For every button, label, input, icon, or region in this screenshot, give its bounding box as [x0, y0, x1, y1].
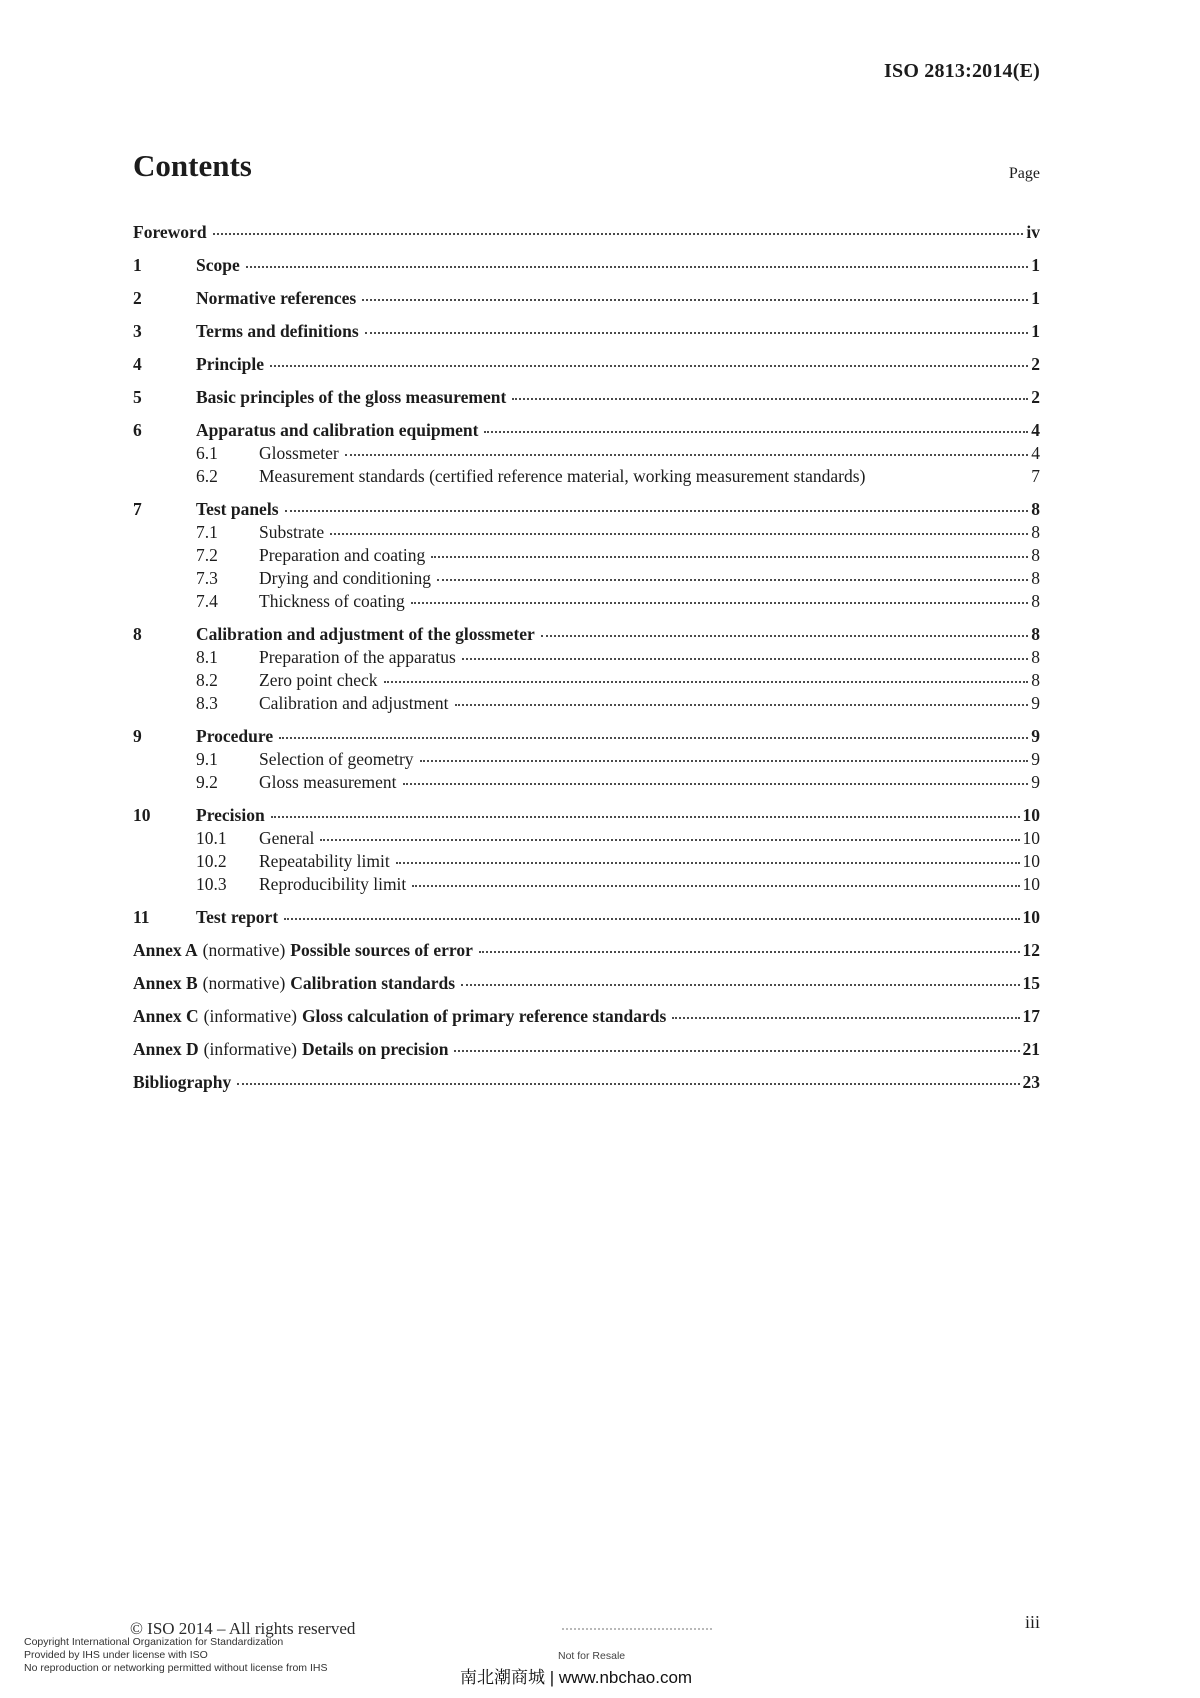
license-line: No reproduction or networking permitted without license from IHS — [24, 1662, 328, 1674]
license-small-print — [24, 1636, 327, 1675]
toc-entry-annex-prefix: Annex A — [133, 940, 198, 960]
toc-entry-title: Gloss calculation of primary reference standards — [301, 1006, 667, 1026]
toc-entry-title: Zero point check — [259, 670, 378, 690]
dot-leader — [431, 556, 1028, 558]
dot-leader — [512, 398, 1028, 400]
toc-entry[interactable] — [133, 771, 1040, 794]
toc-entry-number: 5 — [133, 387, 142, 407]
toc-entry-title: Calibration standards — [290, 973, 456, 993]
dot-leader — [479, 951, 1020, 953]
toc-entry-page-number: 10 — [1022, 805, 1040, 825]
toc-entry-number: 8.3 — [196, 693, 218, 713]
toc-entry-number: 7.3 — [196, 568, 218, 588]
toc-entry-title: Details on precision — [301, 1039, 449, 1059]
toc-entry-number: 7.1 — [196, 522, 218, 542]
toc-entry-page-number: 8 — [1031, 624, 1040, 644]
toc-entry-page-number: 4 — [1031, 443, 1040, 463]
toc-entry[interactable] — [133, 465, 1040, 488]
dot-leader — [461, 984, 1019, 986]
toc-entry-title: Selection of geometry — [259, 749, 414, 769]
toc-entry-number: 3 — [133, 321, 142, 341]
toc-entry-page-number: 8 — [1031, 670, 1040, 690]
dot-leader — [246, 266, 1029, 268]
toc-entry-number: 8 — [133, 624, 142, 644]
toc-entry-page-number: 8 — [1031, 545, 1040, 565]
toc-entry-title: Foreword — [133, 222, 207, 242]
toc-entry-page-number: 9 — [1031, 749, 1040, 769]
toc-entry[interactable] — [133, 419, 1040, 442]
toc-entry[interactable] — [133, 221, 1040, 244]
dot-leader — [345, 454, 1029, 456]
toc-entry-annex-prefix: Annex B — [133, 973, 198, 993]
toc-entry-number: 10.1 — [196, 828, 227, 848]
dot-leader — [320, 839, 1019, 841]
toc-entry-page-number: 9 — [1031, 772, 1040, 792]
toc-entry-page-number: 9 — [1031, 726, 1040, 746]
toc-entry-title: Possible sources of error — [290, 940, 473, 960]
toc-entry-title: Calibration and adjustment of the glossmeter — [196, 624, 535, 644]
toc-entry-page-number: 1 — [1031, 255, 1040, 275]
dot-leader — [270, 365, 1028, 367]
toc-entry[interactable] — [133, 669, 1040, 692]
page-column-label: Page — [1008, 165, 1040, 182]
toc-entry-title: Thickness of coating — [259, 591, 405, 611]
document-reference: ISO 2813:2014(E) — [884, 60, 1040, 82]
toc-entry-annex-qualifier: (informative) — [203, 1039, 297, 1059]
toc-entry[interactable] — [133, 353, 1040, 376]
toc-entry[interactable] — [133, 1005, 1040, 1028]
toc-entry[interactable] — [133, 725, 1040, 748]
toc-entry[interactable] — [133, 972, 1040, 995]
dot-leader — [384, 681, 1029, 683]
toc-entry[interactable] — [133, 827, 1040, 850]
not-for-resale-label: Not for Resale — [558, 1650, 626, 1662]
toc-entry-page-number: 8 — [1031, 522, 1040, 542]
toc-entry-page-number: 2 — [1031, 354, 1040, 374]
toc-entry-number: 6.1 — [196, 443, 218, 463]
toc-entry-number: 7.2 — [196, 545, 218, 565]
toc-entry-page-number: 10 — [1022, 907, 1040, 927]
toc-list — [133, 211, 1040, 1094]
toc-entry-number: 10 — [133, 805, 151, 825]
dot-leader — [330, 533, 1028, 535]
toc-entry-page-number: 23 — [1022, 1072, 1040, 1092]
toc-entry[interactable] — [133, 498, 1040, 521]
dot-leader — [462, 658, 1028, 660]
toc-entry-page-number: 10 — [1022, 851, 1040, 871]
toc-entry-number: 2 — [133, 288, 142, 308]
toc-entry-title: Procedure — [196, 726, 274, 746]
toc-entry-number: 10.3 — [196, 874, 227, 894]
toc-entry[interactable] — [133, 748, 1040, 771]
contents-heading: Contents — [133, 148, 252, 183]
toc-entry-page-number: iv — [1026, 222, 1040, 242]
toc-entry-number: 7.4 — [196, 591, 218, 611]
toc-entry-title: Test panels — [196, 499, 279, 519]
toc-entry-number: 9 — [133, 726, 142, 746]
toc-entry-title: Basic principles of the gloss measurement — [196, 387, 507, 407]
toc-entry-title: Terms and definitions — [196, 321, 359, 341]
toc-entry-title: Calibration and adjustment — [259, 693, 449, 713]
dot-leader — [284, 918, 1019, 920]
toc-entry-title: Normative references — [196, 288, 357, 308]
toc-entry-title: Repeatability limit — [259, 851, 390, 871]
toc-entry[interactable] — [133, 646, 1040, 669]
toc-entry-title: Gloss measurement — [259, 772, 397, 792]
toc-entry[interactable] — [133, 287, 1040, 310]
toc-entry-title: Principle — [196, 354, 265, 374]
dot-leader — [672, 1017, 1019, 1019]
toc-entry[interactable] — [133, 442, 1040, 465]
toc-entry-page-number: 8 — [1031, 568, 1040, 588]
toc-entry-page-number: 1 — [1031, 288, 1040, 308]
toc-entry-annex-prefix: Annex D — [133, 1039, 199, 1059]
toc-entry-number: 1 — [133, 255, 142, 275]
toc-entry-page-number: 10 — [1022, 874, 1040, 894]
toc-entry-page-number: 8 — [1031, 499, 1040, 519]
illegible-watermark — [562, 1628, 712, 1630]
toc-entry-title: Bibliography — [133, 1072, 232, 1092]
toc-entry-page-number: 7 — [1031, 466, 1040, 486]
toc-entry-title: Preparation and coating — [259, 545, 426, 565]
toc-entry-annex-qualifier: (normative) — [202, 973, 286, 993]
toc-entry-title: Glossmeter — [259, 443, 339, 463]
dot-leader — [362, 299, 1028, 301]
toc-entry-annex-qualifier: (normative) — [202, 940, 286, 960]
toc-entry-annex-qualifier: (informative) — [203, 1006, 297, 1026]
toc-entry-page-number: 21 — [1022, 1039, 1040, 1059]
license-line: Provided by IHS under license with ISO — [24, 1649, 208, 1661]
toc-entry[interactable] — [133, 692, 1040, 715]
toc-entry-title: Reproducibility limit — [259, 874, 407, 894]
toc-entry[interactable] — [133, 850, 1040, 873]
toc-entry-title: General — [259, 828, 315, 848]
toc-entry-number: 6 — [133, 420, 142, 440]
toc-entry[interactable] — [133, 320, 1040, 343]
toc-entry-number: 11 — [133, 907, 150, 927]
toc-entry[interactable] — [133, 1071, 1040, 1094]
dot-leader — [541, 635, 1028, 637]
dot-leader — [271, 816, 1020, 818]
dot-leader — [396, 862, 1020, 864]
toc-entry-page-number: 8 — [1031, 591, 1040, 611]
toc-entry-title: Drying and conditioning — [259, 568, 432, 588]
toc-entry-number: 8.1 — [196, 647, 218, 667]
dot-leader — [411, 602, 1028, 604]
toc-entry-page-number: 10 — [1022, 828, 1040, 848]
toc-entry-number: 9.2 — [196, 772, 218, 792]
toc-entry[interactable] — [133, 386, 1040, 409]
toc-entry[interactable] — [133, 804, 1040, 827]
dot-leader — [484, 431, 1028, 433]
toc-entry-page-number: 12 — [1022, 940, 1040, 960]
dot-leader — [213, 233, 1024, 235]
toc-entry-number: 10.2 — [196, 851, 227, 871]
dot-leader — [420, 760, 1029, 762]
toc-entry[interactable] — [133, 590, 1040, 613]
toc-entry[interactable] — [133, 521, 1040, 544]
dot-leader — [455, 704, 1029, 706]
toc-entry-number: 7 — [133, 499, 142, 519]
folio-page-number: iii — [1024, 1612, 1040, 1632]
toc-entry-number: 9.1 — [196, 749, 218, 769]
dot-leader — [237, 1083, 1019, 1085]
toc-entry[interactable] — [133, 906, 1040, 929]
toc-entry-title: Measurement standards (certified reference material, working measurement standards) — [259, 466, 866, 486]
toc-entry-number: 8.2 — [196, 670, 218, 690]
toc-entry[interactable] — [133, 544, 1040, 567]
toc-entry-title: Scope — [196, 255, 240, 275]
toc-entry-title: Preparation of the apparatus — [259, 647, 456, 667]
toc-entry-page-number: 17 — [1022, 1006, 1040, 1026]
toc-entry-title: Substrate — [259, 522, 325, 542]
license-line: Copyright International Organization for Standardization — [24, 1636, 284, 1648]
toc-entry-title: Precision — [196, 805, 265, 825]
toc-entry-page-number: 2 — [1031, 387, 1040, 407]
toc-entry[interactable] — [133, 1038, 1040, 1061]
toc-entry-page-number: 15 — [1022, 973, 1040, 993]
dot-leader — [412, 885, 1019, 887]
dot-leader — [437, 579, 1028, 581]
toc-entry-title: Apparatus and calibration equipment — [196, 420, 479, 440]
toc-entry-annex-prefix: Annex C — [133, 1006, 199, 1026]
toc-entry-page-number: 8 — [1031, 647, 1040, 667]
dot-leader — [454, 1050, 1019, 1052]
toc-entry-page-number: 1 — [1031, 321, 1040, 341]
vendor-watermark: 南北潮商城 | www.nbchao.com — [460, 1668, 693, 1687]
toc-entry-number: 4 — [133, 354, 142, 374]
toc-entry-title: Test report — [196, 907, 279, 927]
dot-leader — [403, 783, 1029, 785]
toc-entry[interactable] — [133, 567, 1040, 590]
dot-leader — [365, 332, 1029, 334]
copyright-notice: © ISO 2014 – All rights reserved — [130, 1619, 356, 1638]
toc-entry[interactable] — [133, 939, 1040, 962]
toc-entry[interactable] — [133, 623, 1040, 646]
toc-entry-number: 6.2 — [196, 466, 218, 486]
toc-entry[interactable] — [133, 254, 1040, 277]
toc-entry-page-number: 9 — [1031, 693, 1040, 713]
dot-leader — [279, 737, 1028, 739]
toc-entry-page-number: 4 — [1031, 420, 1040, 440]
toc-entry[interactable] — [133, 873, 1040, 896]
dot-leader — [285, 510, 1029, 512]
